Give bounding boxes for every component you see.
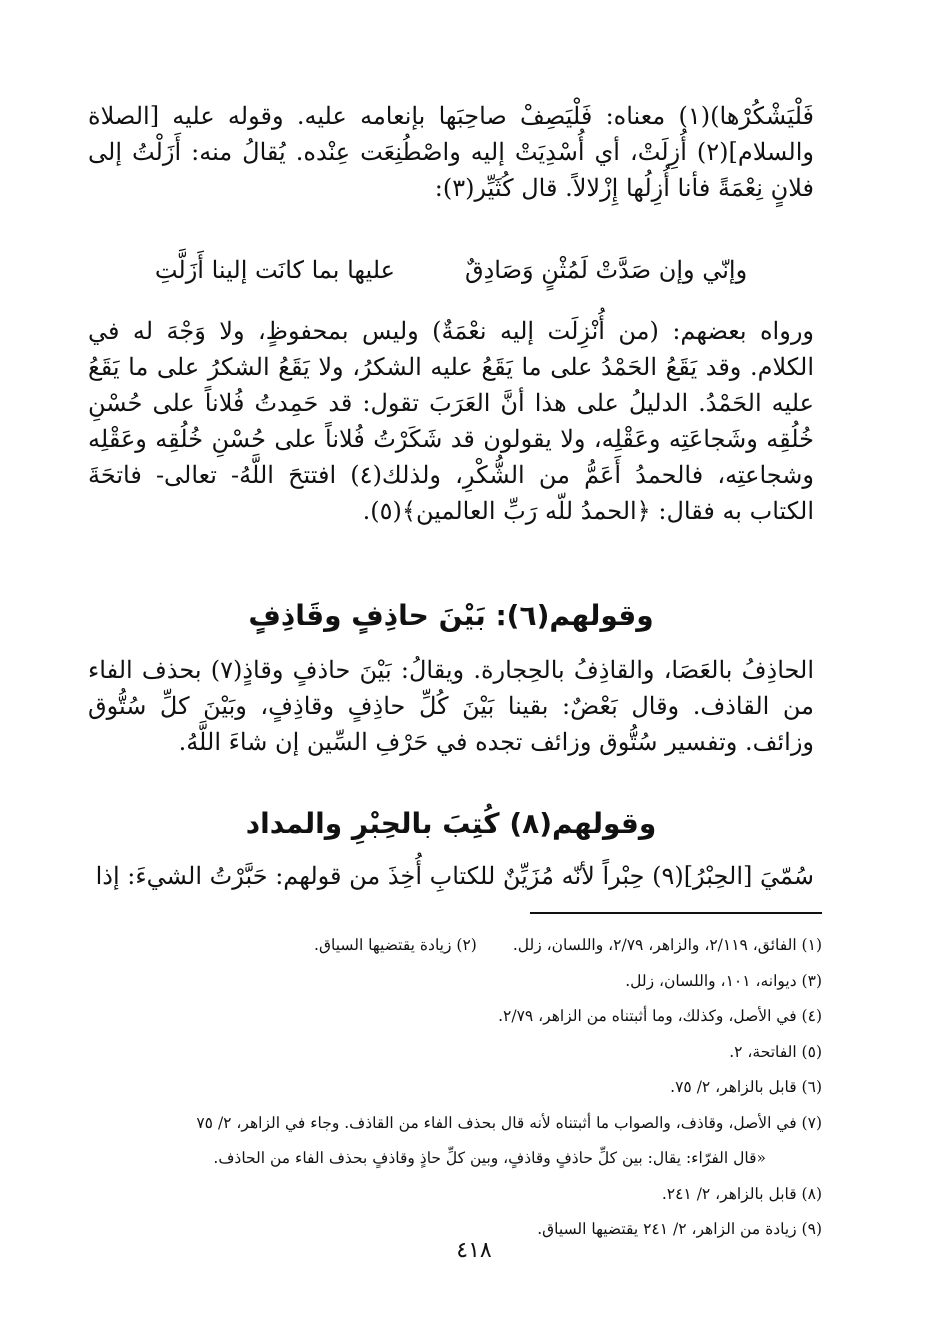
footnote-3: (٣) ديوانه، ١٠١، واللسان، زلل. xyxy=(625,971,822,990)
footnote-separator xyxy=(530,912,822,914)
footnote-7-continuation: «قال الفرّاء: يقال: بين كلِّ حاذفٍ وقاذفٍ، وبين كلِّ حاذٍ وقاذفٍ بحذف الفاء من الحاذف. xyxy=(213,1149,766,1167)
footnotes xyxy=(88,928,822,1248)
poetry-verse xyxy=(88,252,814,288)
paragraph-1: فَلْيَشْكُرْها)(١) معناه: فَلْيَصِفْ صاحِبَها بإنعامه عليه. وقوله عليه [الصلاة والسلام](٢) أُزِلَتْ، أي أُسْدِيَتْ إليه واصْطُنِعَت عِنْده. يُقالُ منه: أَزَلْتُ إلى فلانٍ نِعْمَةً فأنا أُزِلُها إِزْلالاً. قال كُثَيِّر(٣): xyxy=(88,102,814,202)
page-number: ٤١٨ xyxy=(456,1238,492,1263)
footnote-6: (٦) قابل بالزاهر، ٢/ ٧٥. xyxy=(670,1078,822,1096)
footnote-7: (٧) في الأصل، وقاذف، والصواب ما أثبتناه لأنه قال بحذف الفاء من القاذف. وجاء في الزاهر، ٢/ ٧٥ xyxy=(196,1113,822,1132)
footnote-1: (١) الفائق، ٢/١١٩، والزاهر، ٢/٧٩، واللسان، زلل. xyxy=(512,936,822,954)
footnote-5: (٥) الفاتحة، ٢. xyxy=(729,1042,822,1061)
footnote-row-1-2 xyxy=(88,928,822,964)
footnote-8: (٨) قابل بالزاهر، ٢/ ٢٤١. xyxy=(661,1184,822,1203)
footnote-4: (٤) في الأصل، وكذلك، وما أثبتناه من الزاهر، ٢/٧٩. xyxy=(498,1007,822,1025)
paragraph-2: ورواه بعضهم: (من أُنْزِلَت إليه نعْمَةٌ) وليس بمحفوظٍ، ولا وَجْهَ له في الكلام. وقد يَقَعُ الحَمْدُ على ما يَقَعُ عليه الشكرُ، ولا يَقَعُ الشكرُ على ما يَقَعُ عليه الحَمْدُ. الدليلُ على هذا أنَّ العَرَبَ تقول: قد حَمِدتُ فُلاناً على حُسْنِ خُلُقِه وشَجاعَتِه وعَقْلِه، ولا يقولون قد شَكَرْتُ فُلاناً على حُسْنِ خُلُقِه وعَقْلِه وشجاعتِه، فالحمدُ أَعَمُّ من الشُّكْرِ، ولذلك(٤) افتتحَ اللَّهُ- تعالى- فاتحَةَ الكتاب به فقال: ﴿الحمدُ للّه رَبِّ العالمين﴾(٥). xyxy=(88,317,815,525)
paragraph-3: الحاذِفُ بالعَصَا، والقاذِفُ بالحِجارة. ويقالُ: بَيْنَ حاذفٍ وقاذٍ(٧) بحذف الفاء من القاذف. وقال بَعْضٌ: بقينا بَيْنَ كُلِّ حاذِفٍ وقاذِفٍ، وبَيْنَ كلِّ سُتُّوق وزائف. وتفسير سُتُّوق وزائف تجده في حَرْفِ السِّين إن شاءَ اللَّهُ. xyxy=(88,656,814,756)
section-heading-2: وقولهم(٨) كُتِبَ بالحِبْرِ والمداد xyxy=(245,807,657,840)
paragraph-4: سُمّيَ [الحِبْرُ](٩) حِبْراً لأنّه مُزَيِّنٌ للكتابِ أُخِذَ من قولهم: حَبَّرْتُ الشيءَ: إذا xyxy=(95,862,814,890)
verse-first-hemistich: وإنّي وإن صَدَّتْ لَمُثْنٍ وَصَادِقٌ xyxy=(464,256,748,284)
verse-second-hemistich: عليها بما كانَت إلينا أَزَلَّتِ xyxy=(154,256,395,284)
footnote-9: (٩) زيادة من الزاهر، ٢/ ٢٤١ يقتضيها السياق. xyxy=(537,1220,822,1238)
footnote-2: (٢) زيادة يقتضيها السياق. xyxy=(314,936,477,954)
section-heading-1: وقولهم(٦): بَيْنَ حاذِفٍ وقَاذِفٍ xyxy=(248,599,654,632)
